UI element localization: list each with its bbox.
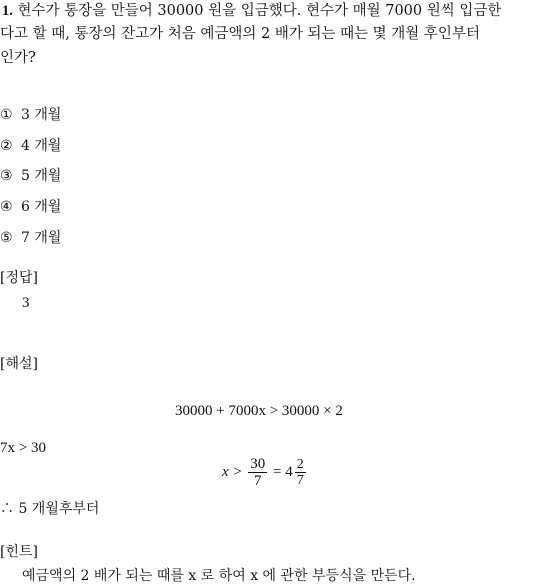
option-marker: ① bbox=[0, 107, 13, 123]
option-text: 6 개월 bbox=[21, 199, 62, 215]
option-1[interactable] bbox=[0, 104, 61, 124]
answer-value: 3 bbox=[22, 295, 30, 311]
option-marker: ③ bbox=[0, 168, 13, 184]
equation-2: 7x > 30 bbox=[0, 440, 46, 456]
option-marker: ⑤ bbox=[0, 230, 13, 246]
equation-1: 30000 + 7000x > 30000 × 2 bbox=[175, 403, 343, 419]
option-4[interactable] bbox=[0, 196, 61, 216]
question-text-line-1: 현수가 통장을 만들어 30000 원을 입금했다. 현수가 매월 7000 원씩 입금한 bbox=[17, 3, 502, 19]
option-5[interactable] bbox=[0, 227, 61, 247]
option-text: 7 개월 bbox=[21, 230, 62, 246]
eq3-fraction bbox=[248, 456, 267, 489]
question-number: 1. bbox=[2, 3, 13, 19]
option-text: 3 개월 bbox=[21, 107, 62, 123]
option-marker: ④ bbox=[0, 199, 13, 215]
option-2[interactable] bbox=[0, 135, 61, 155]
eq3-denominator: 7 bbox=[254, 473, 262, 489]
option-text: 5 개월 bbox=[21, 168, 62, 184]
answer-label: [정답] bbox=[0, 270, 38, 286]
conclusion: ∴ 5 개월후부터 bbox=[0, 501, 100, 517]
eq3-lhs: x > bbox=[222, 463, 243, 480]
eq3-mid: = 4 bbox=[273, 463, 293, 480]
eq3-mixed-numerator: 2 bbox=[296, 457, 304, 472]
question-text-line-2: 다고 할 때, 통장의 잔고가 처음 예금액의 2 배가 되는 때는 몇 개월 후인부터 bbox=[0, 26, 480, 42]
option-3[interactable] bbox=[0, 165, 61, 185]
option-marker: ② bbox=[0, 138, 13, 154]
option-text: 4 개월 bbox=[21, 138, 62, 154]
hint-text: 예금액의 2 배가 되는 때를 x 로 하여 x 에 관한 부등식을 만든다. bbox=[22, 568, 416, 584]
equation-3 bbox=[222, 456, 308, 489]
eq3-mixed-fraction bbox=[295, 457, 306, 488]
eq3-numerator: 30 bbox=[250, 456, 266, 472]
question-text-line-3: 인가? bbox=[0, 50, 36, 66]
explanation-label: [해설] bbox=[0, 356, 38, 372]
eq3-mixed-denominator: 7 bbox=[296, 473, 304, 488]
hint-label: [힌트] bbox=[0, 544, 38, 560]
